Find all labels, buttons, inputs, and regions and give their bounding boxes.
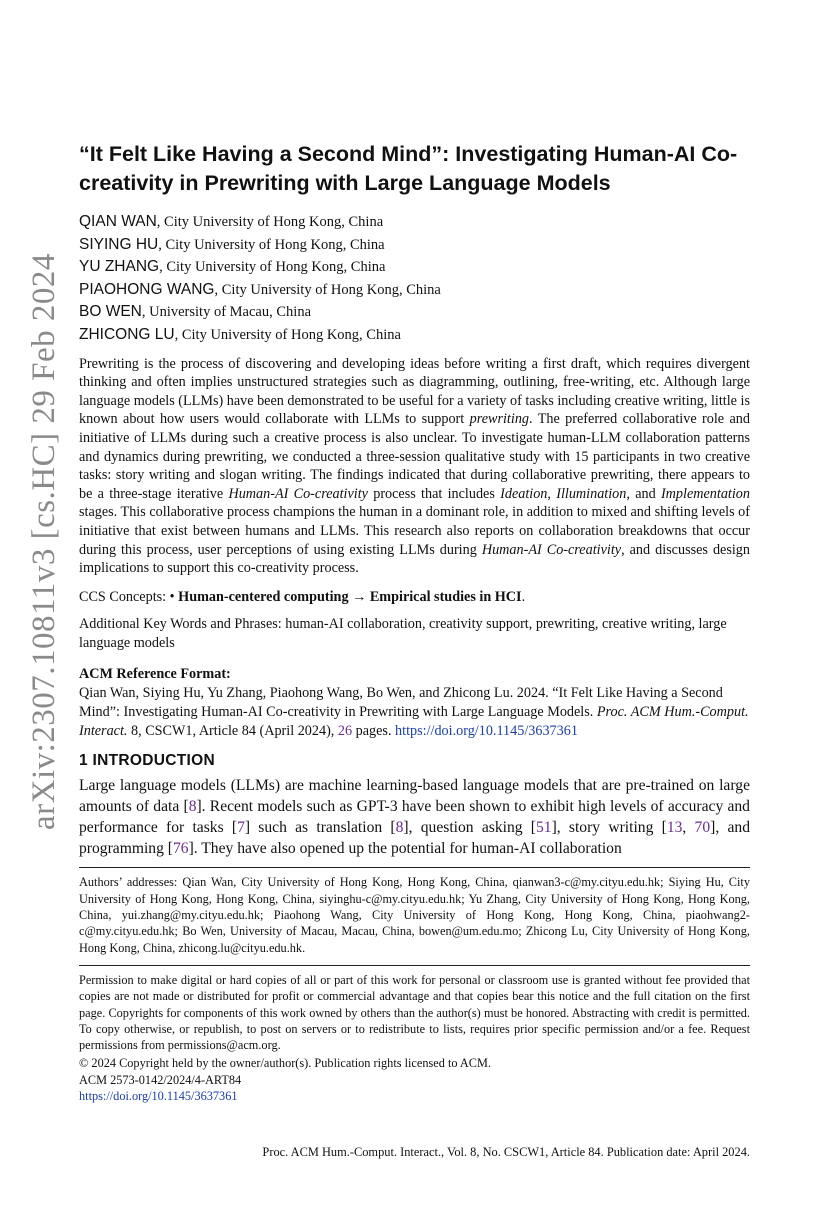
doi-footnote-link[interactable]: https://doi.org/10.1145/3637361 xyxy=(79,1089,238,1103)
reference-text: pages. xyxy=(352,722,396,739)
author-affiliation: City University of Hong Kong, China xyxy=(164,214,384,230)
citation-link[interactable]: 8 xyxy=(188,798,197,816)
abstract-emphasis: Illumination xyxy=(556,485,627,502)
footnote-divider xyxy=(79,867,750,868)
abstract-emphasis: prewriting xyxy=(469,411,530,428)
author-name: ZHICONG LU xyxy=(79,325,175,343)
abstract-emphasis: Human-AI Co-creativity xyxy=(228,485,368,502)
introduction-paragraph xyxy=(79,776,750,859)
intro-text: ]. They have also opened up the potential for human-AI collaboration xyxy=(188,839,622,857)
citation-link[interactable]: 7 xyxy=(237,818,245,836)
author-name: SIYING HU xyxy=(79,235,159,253)
section-heading-introduction: 1 INTRODUCTION xyxy=(79,752,215,770)
copyright-line: © 2024 Copyright held by the owner/author(s). Publication rights licensed to ACM. xyxy=(79,1056,492,1071)
page-footer: Proc. ACM Hum.-Comput. Interact., Vol. 8, No. CSCW1, Article 84. Publication date: April 2024. xyxy=(262,1145,750,1159)
intro-text: ], story writing [ xyxy=(551,818,667,836)
ccs-end: . xyxy=(521,588,526,605)
page-count-link[interactable]: 26 xyxy=(337,722,353,739)
author-entry: SIYING HU, City University of Hong Kong, China xyxy=(79,235,385,253)
abstract-emphasis: Ideation xyxy=(500,485,548,502)
authors-addresses-footnote: Authors’ addresses: Qian Wan, City University of Hong Kong, Hong Kong, China, qianwan3-c@my.cityu.edu.hk; Siying Hu, City University of Hong Kong, Hong Kong, China, siyinghu-c@my.cityu.edu.hk; Yu Zhang, City University of Hong Kong, Hong Kong, China, yui.zhang@my.cityu.edu.hk; Piaohong Wang, City University of Hong Kong, Hong Kong, China, piaohwang2-c@my.cityu.edu.hk; Bo Wen, University of Macau, Macau, China, bowen@um.edu.mo; Zhicong Lu, City University of Hong Kong, Hong Kong, China, zhicong.lu@cityu.edu.hk. xyxy=(79,875,750,955)
author-name: QIAN WAN xyxy=(79,213,157,230)
citation-link[interactable]: 51 xyxy=(535,818,552,836)
author-name: PIAOHONG WANG xyxy=(79,280,215,298)
abstract xyxy=(79,355,750,578)
intro-text: ]. Recent models such as GPT-3 have been shown to exhibit high levels of accuracy and performance for tasks [ xyxy=(79,798,750,836)
abstract-text: process that includes xyxy=(367,485,501,502)
reference-text: Qian Wan, Siying Hu, Yu Zhang, Piaohong Wang, Bo Wen, and Zhicong Lu. 2024. “It Felt Like Having a Second Mind”: Investigating Human-AI Co-creativity in Prewriting with Large Language Models. xyxy=(79,685,723,721)
author-affiliation: City University of Hong Kong, China xyxy=(166,259,386,276)
abstract-text: . The preferred collaborative role and initiative of LLMs during such a creative process is also unclear. To investigate human-LLM collaboration patterns and dynamics during prewriting, we conducted a three-session qualitative study with 15 participants in two creative tasks: story writing and slogan writing. The findings indicated that during collaborative prewriting, there appears to be a three-stage iterative xyxy=(79,411,750,502)
citation-link[interactable]: 8 xyxy=(395,818,404,836)
ccs-concept-text: Human-centered computing → Empirical studies in HCI xyxy=(178,588,522,605)
intro-text: ], and programming [ xyxy=(79,818,750,857)
abstract-text: , xyxy=(547,485,557,502)
reference-text: 8, CSCW1, Article 84 (April 2024), xyxy=(127,722,338,739)
permission-divider xyxy=(79,965,750,966)
doi-link[interactable]: https://doi.org/10.1145/3637361 xyxy=(395,722,578,739)
citation-link[interactable]: 70 xyxy=(694,818,711,836)
author-affiliation: University of Macau, China xyxy=(149,304,312,321)
author-name: YU ZHANG xyxy=(79,258,160,276)
reference-format-heading: ACM Reference Format: xyxy=(79,666,231,683)
abstract-emphasis: Implementation xyxy=(660,485,750,502)
author-affiliation: City University of Hong Kong, China xyxy=(221,281,441,298)
author-list xyxy=(79,211,750,347)
ccs-label: CCS Concepts: • xyxy=(79,588,179,605)
abstract-text: , and xyxy=(626,485,661,502)
arxiv-sidebar xyxy=(18,240,68,840)
author-entry: PIAOHONG WANG, City University of Hong Kong, China xyxy=(79,280,441,298)
author-affiliation: City University of Hong Kong, China xyxy=(181,326,401,343)
author-name: BO WEN xyxy=(79,303,142,321)
intro-text: ], question asking [ xyxy=(403,818,536,836)
intro-text: , xyxy=(682,818,695,836)
keywords: Additional Key Words and Phrases: human-AI collaboration, creativity support, prewriting, creative writing, large language models xyxy=(79,616,727,651)
citation-link[interactable]: 76 xyxy=(172,839,189,857)
author-entry: QIAN WAN, City University of Hong Kong, China xyxy=(79,213,384,230)
arxiv-identifier: arXiv:2307.10811v3 [cs.HC] 29 Feb 2024 xyxy=(26,253,62,830)
intro-text: ] such as translation [ xyxy=(244,818,396,836)
intro-text: Large language models (LLMs) are machine learning-based language models that are pre-trained on large amounts of data [ xyxy=(79,777,750,816)
abstract-text: Prewriting is the process of discovering and developing ideas before writing a first draft, which requires divergent thinking and often implies unstructured strategies such as diagramming, outlining, free-writing, etc. Although large language models (LLMs) have been demonstrated to be useful for a variety of tasks including creative writing, little is known about how users would collaborate with LLMs to support xyxy=(79,355,750,428)
reference-format xyxy=(79,684,750,740)
issn-line: ACM 2573-0142/2024/4-ART84 xyxy=(79,1072,242,1087)
author-entry: ZHICONG LU, City University of Hong Kong, China xyxy=(79,325,401,343)
paper-first-page xyxy=(79,140,750,1104)
abstract-text: , and discusses design implications to support this co-creativity process. xyxy=(79,541,750,577)
permission-notice: Permission to make digital or hard copies of all or part of this work for personal or classroom use is granted without fee provided that copies are not made or distributed for profit or commercial advantage and that copies bear this notice and the full citation on the first page. Copyrights for components of this work owned by others than the author(s) must be honored. Abstracting with credit is permitted. To copy otherwise, or republish, to post on servers or to redistribute to lists, requires prior specific permission and/or a fee. Request permissions from permissions@acm.org. xyxy=(79,972,750,1053)
ccs-concepts xyxy=(79,588,750,607)
author-affiliation: City University of Hong Kong, China xyxy=(165,236,385,253)
paper-title: “It Felt Like Having a Second Mind”: Investigating Human-AI Co-creativity in Prewriting with Large Language Models xyxy=(79,142,738,195)
abstract-text: stages. This collaborative process champions the human in a dominant role, in addition to mixed and shifting levels of initiative that exist between humans and LLMs. This research also reports on collaboration breakdowns that occur during this process, user perceptions of using existing LLMs during xyxy=(79,504,750,558)
author-entry: YU ZHANG, City University of Hong Kong, China xyxy=(79,258,386,276)
citation-link[interactable]: 13 xyxy=(666,818,683,836)
reference-journal: Proc. ACM Hum.-Comput. Interact. xyxy=(79,704,749,739)
abstract-emphasis: Human-AI Co-creativity xyxy=(481,541,622,558)
author-entry: BO WEN, University of Macau, China xyxy=(79,303,312,321)
